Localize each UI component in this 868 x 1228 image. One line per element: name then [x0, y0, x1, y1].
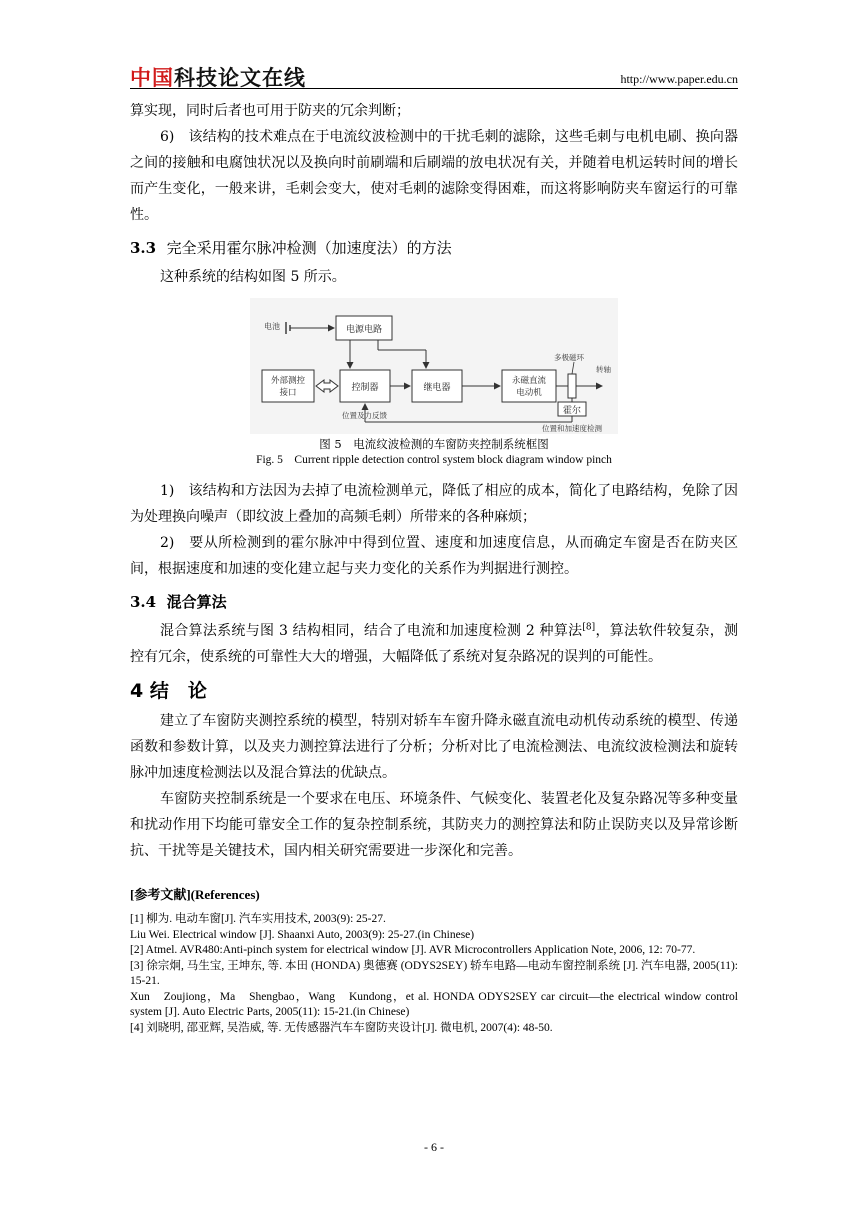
block-diagram — [250, 298, 618, 434]
page-number: - 6 - — [424, 1140, 444, 1154]
reference-item: [1] 柳为. 电动车窗[J]. 汽车实用技术, 2003(9): 25-27. — [130, 913, 386, 925]
figure-caption-cn: 图 5 电流纹波检测的车窗防夹控制系统框图 — [319, 437, 549, 451]
controller-label: 控制器 — [351, 383, 379, 393]
section-3-4-title: 混合算法 — [166, 593, 227, 611]
conclusion-paragraph-2: 车窗防夹控制系统是一个要求在电压、环境条件、气候变化、装置老化及复杂路况等多种变量和扰动作用下均能可靠安全工作的复杂控制系统，其防夹力的测控算法和防止误防夹以及异常诊断抗、干扰等是关键技术，国内相关研究需要进一步深化和完善。 — [130, 791, 738, 859]
page-header — [130, 60, 738, 89]
figure-caption-en: Fig. 5 Current ripple detection control system block diagram window pinch — [256, 454, 612, 466]
magnet-ring — [568, 374, 576, 398]
journal-logo — [130, 62, 306, 92]
section-3-4-number: 3.4 — [130, 593, 157, 611]
feedback-label: 位置及力反馈 — [342, 411, 387, 420]
reference-item: Xun Zoujiong，Ma Shengbao，Wang Kundong，et al. HONDA ODYS2SEY car circuit—the electrical window control system [J]. Auto Electric Parts, 2005(11): 15-21.(in Chinese) — [130, 990, 738, 1018]
conclusion-paragraph-1: 建立了车窗防夹测控系统的模型，特别对轿车车窗升降永磁直流电动机传动系统的模型、传递函数和参数计算，以及夹力测控算法进行了分析；分析对比了电流检测法、电流纹波检测法和旋转脉冲加速度检测法以及混合算法的优缺点。 — [130, 713, 738, 781]
hall-sensor-label: 霍尔 — [562, 406, 582, 416]
external-interface-label-1: 外部测控 — [270, 376, 306, 386]
paragraph-item-2: 2) 要从所检测到的霍尔脉冲中得到位置、速度和加速度信息，从而确定车窗是否在防夹区间，根据速度和加速的变化建立起与夹力变化的关系作为判据进行测控。 — [130, 535, 738, 577]
position-detect-label: 位置和加速度检测 — [542, 424, 602, 433]
reference-item: [3] 徐宗炯, 马生宝, 王坤东, 等. 本田 (HONDA) 奥德赛 (ODYS2SEY) 轿车电路—电动车窗控制系统 [J]. 汽车电器, 2005(11): 15-21. — [130, 959, 738, 987]
header-url[interactable]: http://www.paper.edu.cn — [620, 72, 738, 86]
section-4-heading: 4 结 论 — [130, 680, 207, 702]
external-interface-label-2: 接口 — [279, 388, 297, 398]
logo-black-text: 科技论文在线 — [174, 66, 306, 90]
section-3-3-number: 3.3 — [130, 239, 157, 257]
motor-label-2: 电动机 — [516, 388, 542, 398]
paragraph-item-1: 1) 该结构和方法因为去掉了电流检测单元，降低了相应的成本，简化了电路结构，免除了因为处理换向噪声（即纹波上叠加的高频毛刺）所带来的各种麻烦； — [130, 483, 738, 525]
citation-8[interactable]: [8] — [582, 622, 596, 633]
section-3-3-heading — [130, 236, 738, 260]
relay-label: 继电器 — [423, 383, 451, 393]
magnet-ring-label: 多极磁环 — [554, 353, 584, 362]
paragraph-hybrid-b: ，算法软件较复杂，测控有冗余，使系统的可靠性大大的增强，大幅降低了系统对复杂路况的误判的可能性。 — [130, 623, 738, 665]
section-3-3-title: 完全采用霍尔脉冲检测（加速度法）的方法 — [166, 239, 452, 257]
logo-red-text: 中国 — [130, 66, 174, 90]
section-3-4-heading — [130, 590, 738, 614]
page-content — [130, 98, 738, 1036]
paragraph-hybrid-a: 混合算法系统与图 3 结构相同，结合了电流和加速度检测 2 种算法 — [160, 623, 583, 639]
paragraph-item-6: 6) 该结构的技术难点在于电流纹波检测中的干扰毛刺的滤除，这些毛刺与电机电刷、换向器之间的接触和电腐蚀状况以及换向时前刷端和后刷端的放电状况有关，并随着电机运转时间的增长而产生变化，一般来讲，毛刺会变大，使对毛刺的滤除变得困难，而这将影响防夹车窗运行的可靠性。 — [130, 129, 738, 223]
reference-item: Liu Wei. Electrical window [J]. Shaanxi Auto, 2003(9): 25-27.(in Chinese) — [130, 928, 475, 941]
paragraph-figure-intro: 这种系统的结构如图 5 所示。 — [160, 269, 346, 285]
paragraph-hybrid — [130, 618, 738, 670]
motor-label-1: 永磁直流 — [511, 376, 547, 386]
battery-label: 电池 — [264, 322, 280, 331]
references-title: [参考文献](References) — [130, 887, 260, 902]
references-list — [130, 912, 738, 1036]
shaft-label: 转轴 — [596, 365, 611, 374]
paragraph-1: 算实现，同时后者也可用于防夹的冗余判断； — [130, 103, 410, 119]
reference-item: [4] 刘晓明, 邵亚辉, 吴浩威, 等. 无传感器汽车车窗防夹设计[J]. 微电机, 2007(4): 48-50. — [130, 1021, 553, 1034]
reference-item: [2] Atmel. AVR480:Anti-pinch system for electrical window [J]. AVR Microcontrollers Application Note, 2006, 12: 70-77. — [130, 944, 696, 956]
figure-5 — [130, 298, 738, 468]
power-circuit-label: 电源电路 — [345, 325, 383, 335]
